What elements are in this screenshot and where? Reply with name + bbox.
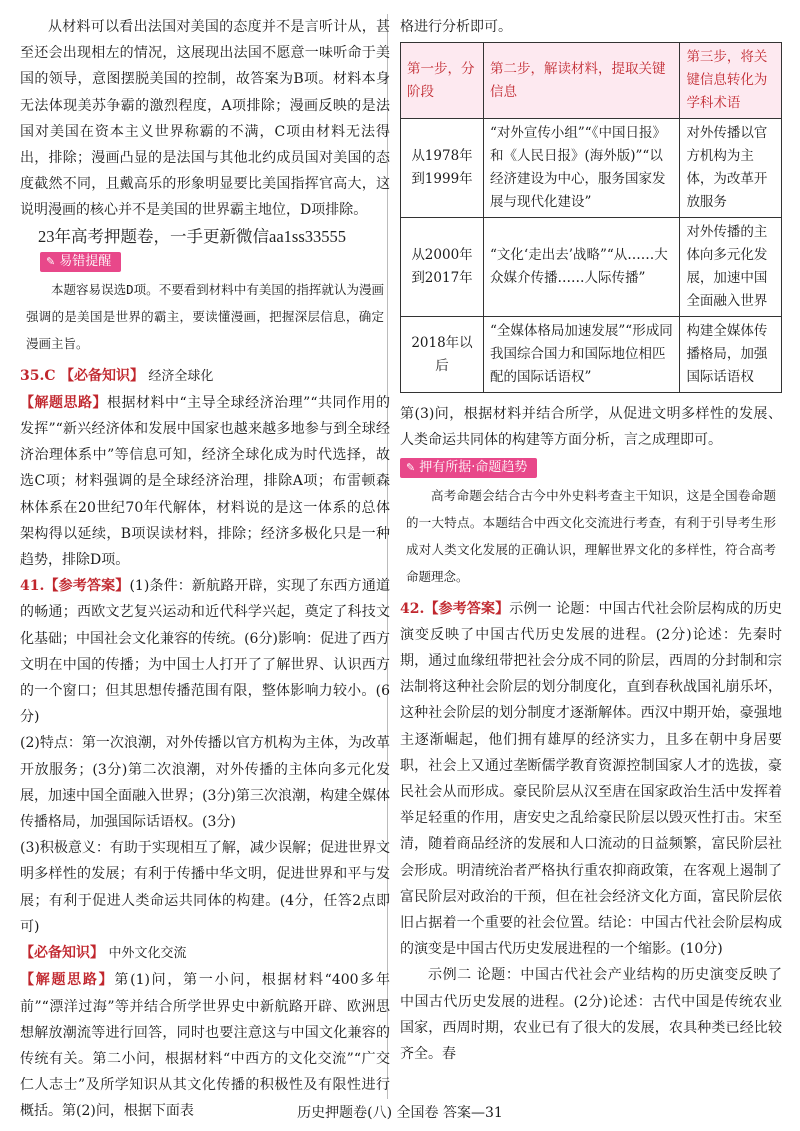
q41-part3-analysis: 第(3)问，根据材料并结合所学，从促进文明多样性的发展、人类命运共同体的构建等方面分析，言之成理即可。 bbox=[400, 406, 782, 449]
q35-answer: 35.C bbox=[20, 367, 56, 384]
q41-solution-text: 第(1)问，第一小问，根据材料“400多年前”“漂洋过海”等并结合所学世界史中新航路开辟、欧洲思想解放潮流等进行回答，同时也要注意这与中国文化兼容的传统有关。第二小问，根据材料“中西方的文化交流”“广交仁人志士”及所学知识从其文化传播的积极性及有限性进行概括。第(2)问，根据下面表 bbox=[20, 972, 390, 1120]
table-cell: “对外宣传小组”“《中国日报》和《人民日报》(海外版)”“以经济建设为中心，服务国家发展与现代化建设” bbox=[484, 119, 680, 218]
q34-analysis: 从材料可以看出法国对美国的态度并不是言听计从，甚至还会出现相左的情况，这展现出法国不愿意一味听命于美国的领导，意图摆脱美国的控制，故答案为B项。材料本身无法体现美苏争霸的激烈程度，A项排除；漫画反映的是法国对美国在资本主义世界称霸的不满，C项由材料无法得出，排除；漫画凸显的是法国与其他北约成员国对美国的态度截然不同，且戴高乐的形象明显要比美国指挥官高大，这说明漫画的核心并不是美国的世界霸主地位，D项排除。 bbox=[20, 19, 390, 219]
watermark-text: 23年高考押题卷，一手更新微信aa1ss33555 bbox=[38, 226, 346, 246]
table-cell: “全媒体格局加速发展”“形成同我国综合国力和国际地位相匹配的国际话语权” bbox=[484, 317, 680, 393]
sparkle-icon: ✎ bbox=[46, 254, 56, 268]
q42-example2: 示例二 论题：中国古代社会产业结构的历史演变反映了中国古代历史发展的进程。(2分)论述：古代中国是传统农业国家，西周时期，农业已有了很大的发展，农具种类已经比较齐全。春 bbox=[400, 967, 782, 1063]
trend-label: 押有所据·命题趋势 bbox=[419, 459, 528, 475]
table-row bbox=[401, 218, 782, 317]
tip-badge bbox=[40, 252, 121, 272]
q41-solution bbox=[20, 967, 390, 1124]
q35-header bbox=[20, 363, 390, 390]
table-intro: 格进行分析即可。 bbox=[400, 19, 512, 35]
right-column bbox=[400, 14, 782, 1067]
table-cell: 对外传播的主体向多元化发展，加速中国全面融入世界 bbox=[680, 218, 782, 317]
table-header-cell: 第一步，分阶段 bbox=[401, 43, 484, 119]
q35-knowledge-tag: 【必备知识】 bbox=[59, 367, 144, 384]
q42-example1-text: 示例一 论题：中国古代社会阶层构成的历史演变反映了中国古代历史发展的进程。(2分)论述：先秦时期，通过血缘纽带把社会分成不同的阶层，西周的分封制和宗法制将这种社会阶层的划分制度化，直到春秋战国礼崩乐坏，这种社会阶层的划分制度才逐渐解体。西汉中期开始，豪强地主逐渐崛起，他们拥有雄厚的经济实力，且多在朝中身居要职，社会上又通过垄断儒学教育资源控制国家人才的选拔，豪民社会从而形成。豪民阶层从汉至唐在国家政治生活中发挥着举足轻重的作用，唐安史之乱给豪民阶层以毁灭性打击。宋至清，随着商品经济的发展和人口流动的日益频繁，富民阶层社会形成。明清统治者严格执行重农抑商政策，在客观上遏制了富民阶层对政治的干预，但在社会经济文化方面，富民阶层依旧占据着一个重要的社会位置。结论：中国古代社会阶层构成的演变是中国古代历史发展进程的一个缩影。(10分) bbox=[400, 600, 782, 958]
table-cell: 从2000年到2017年 bbox=[401, 218, 484, 317]
analysis-table bbox=[400, 42, 782, 393]
table-cell: “文化‘走出去’战略”“从……大众媒介传播……人际传播” bbox=[484, 218, 680, 317]
q41-solution-tag: 【解题思路】 bbox=[20, 972, 115, 989]
q41-knowledge bbox=[20, 940, 390, 967]
q35-solution-text: 根据材料中“主导全球经济治理”“共同作用的发挥”“新兴经济体和发展中国家也越来越多地参与到全球经济治理体系中”等信息可知，经济全球化成为时代选择，故选C项；材料强调的是全球经济治理，排除A项；布雷顿森林体系在20世纪70年代解体，材料说的是这一体系的总体架构得以延续，B项误读材料，排除；经济多极化只是一种趋势，排除D项。 bbox=[20, 394, 390, 569]
table-cell: 对外传播以官方机构为主体，为改革开放服务 bbox=[680, 119, 782, 218]
tip-text: 本题容易误选D项。不要看到材料中有美国的指挥就认为漫画强调的是美国是世界的霸主，要读懂漫画，把握深层信息，确定漫画主旨。 bbox=[26, 281, 384, 351]
table-header-cell: 第三步，将关键信息转化为学科术语 bbox=[680, 43, 782, 119]
q35-topic: 经济全球化 bbox=[148, 368, 214, 384]
q41-knowledge-tag: 【必备知识】 bbox=[20, 945, 104, 962]
q41-part1-text: (1)条件：新航路开辟，实现了东西方通道的畅通；西欧文艺复兴运动和近代科学兴起，奠定了科技文化基础；中国社会文化兼容的传统。(6分)影响：促进了西方文明在中国的传播；为中国士人打开了了解世界、认识西方的一个窗口；但其思想传播范围有限，整体影响力较小。(6分) bbox=[20, 578, 390, 726]
table-header-cell: 第二步，解读材料，提取关键信息 bbox=[484, 43, 680, 119]
page-footer: 历史押题卷(八) 全国卷 答案—31 bbox=[297, 1105, 503, 1121]
q35-solution-tag: 【解题思路】 bbox=[20, 394, 108, 411]
trend-text: 高考命题会结合古今中外史料考查主干知识，这是全国卷命题的一大特点。本题结合中西文化交流进行考查，有利于引导考生形成对人类文化发展的正确认识，理解世界文化的多样性，符合高考命题理念。 bbox=[406, 487, 776, 584]
q35-solution bbox=[20, 390, 390, 573]
table-cell: 构建全媒体传播格局，加强国际话语权 bbox=[680, 317, 782, 393]
table-row bbox=[401, 119, 782, 218]
table-cell: 从1978年到1999年 bbox=[401, 119, 484, 218]
sparkle-icon: ✎ bbox=[406, 460, 416, 474]
trend-badge bbox=[400, 458, 537, 478]
left-column bbox=[20, 14, 390, 1125]
q41-topic: 中外文化交流 bbox=[108, 946, 187, 962]
q41-part2: (2)特点：第一次浪潮，对外传播以官方机构为主体，为改革开放服务；(3分)第二次浪潮，对外传播的主体向多元化发展，加速中国全面融入世界；(3分)第三次浪潮，构建全媒体传播格局，加强国际话语权。(3分) bbox=[20, 735, 390, 831]
q41-part1 bbox=[20, 573, 390, 730]
q42-example1 bbox=[400, 596, 782, 963]
q42-answer-tag: 42.【参考答案】 bbox=[400, 600, 510, 617]
table-header-row bbox=[401, 43, 782, 119]
table-cell: 2018年以后 bbox=[401, 317, 484, 393]
table-row bbox=[401, 317, 782, 393]
q41-part3: (3)积极意义：有助于实现相互了解，减少误解；促进世界文明多样性的发展；有利于传播中华文明，促进世界和平与发展；有利于促进人类命运共同体的构建。(4分，任答2点即可) bbox=[20, 840, 390, 935]
tip-label: 易错提醒 bbox=[59, 253, 112, 269]
q41-answer-tag: 41.【参考答案】 bbox=[20, 578, 130, 595]
